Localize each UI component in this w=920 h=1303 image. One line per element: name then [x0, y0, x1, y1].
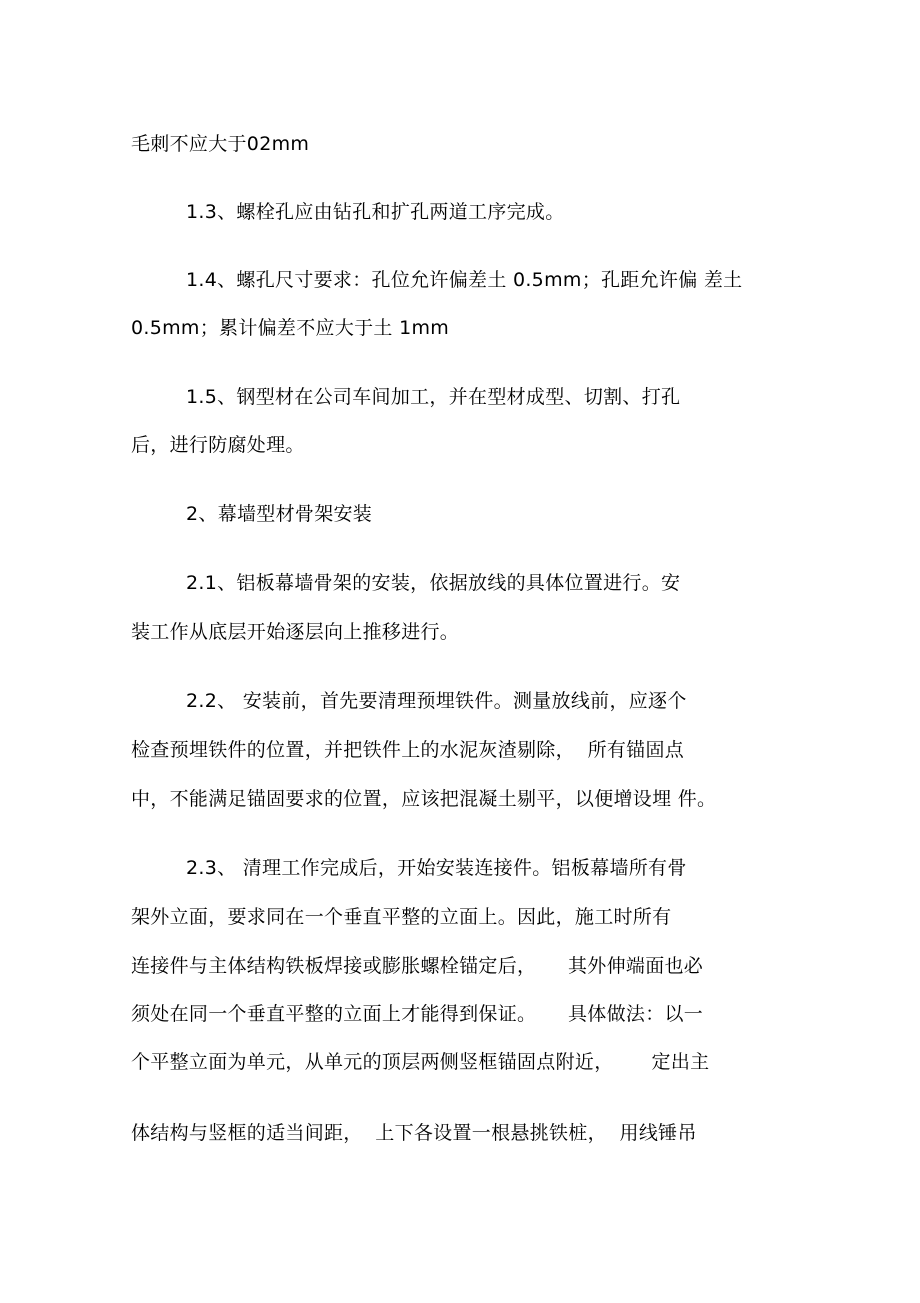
text-line: 个平整立面为单元，从单元的顶层两侧竖框锚固点附近， 定出主 [131, 1051, 710, 1073]
text-line: 须处在同一个垂直平整的立面上才能得到保证。 具体做法：以一 [131, 1003, 704, 1025]
text-line: 中，不能满足锚固要求的位置，应该把混凝土剔平，以便增设埋 件。 [131, 788, 717, 810]
text-line: 1.3、螺栓孔应由钻孔和扩孔两道工序完成。 [186, 201, 565, 223]
text-line: 2.3、 清理工作完成后，开始安装连接件。铝板幕墙所有骨 [186, 857, 687, 879]
text-line: 装工作从底层开始逐层向上推移进行。 [131, 621, 460, 643]
text-line: 检查预埋铁件的位置，并把铁件上的水泥灰渣剔除， 所有锚固点 [131, 739, 685, 761]
text-line: 架外立面，要求同在一个垂直平整的立面上。因此，施工时所有 [131, 906, 672, 928]
section-heading: 2、幕墙型材骨架安装 [186, 503, 373, 525]
text-line: 后，进行防腐处理。 [131, 434, 305, 456]
text-line: 连接件与主体结构铁板焊接或膨胀螺栓锚定后， 其外伸端面也必 [131, 955, 704, 977]
text-line: 1.5、钢型材在公司车间加工，并在型材成型、切割、打孔 [186, 386, 681, 408]
text-line: 体结构与竖框的适当间距， 上下各设置一根悬挑铁桩， 用线锤吊 [131, 1122, 697, 1144]
text-line: 2.2、 安装前，首先要清理预埋铁件。测量放线前，应逐个 [186, 690, 687, 712]
text-line: 2.1、铝板幕墙骨架的安装，依据放线的具体位置进行。安 [186, 572, 681, 594]
text-line: 1.4、螺孔尺寸要求：孔位允许偏差土 0.5mm；孔距允许偏 差土 [186, 269, 743, 291]
text-line: 毛刺不应大于02mm [131, 133, 310, 155]
text-line: 0.5mm；累计偏差不应大于土 1mm [131, 317, 450, 339]
